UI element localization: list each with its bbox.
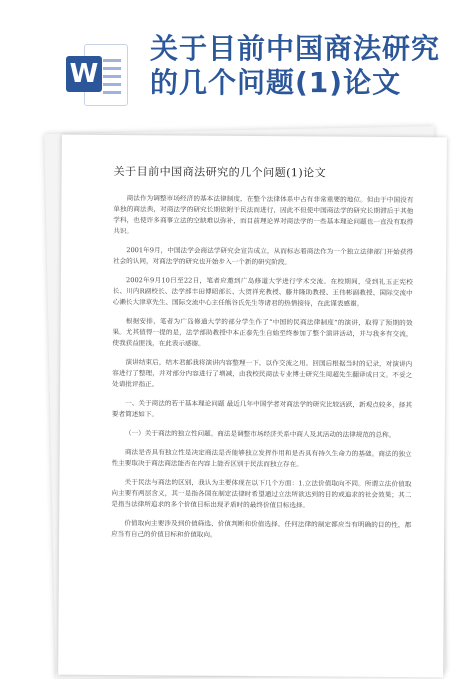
word-logo-badge: W — [66, 56, 102, 92]
document-body — [111, 163, 414, 550]
header-banner — [0, 0, 474, 120]
page-title: 关于目前中国商法研究的几个问题(1)论文 — [150, 32, 441, 99]
paragraph: 一、关于商法的若干基本理论问题 最近几年中国学者对商法学的研究比较活跃，新观点较多，择其要者简述如下。 — [111, 399, 413, 419]
paragraph: 商法作为调整市场经济的基本法律制度，在整个法律体系中占有非常重要的地位。但由于中国没有单独的商法典，对商法学的研究长期依附于民法而进行，因此不但使中国商法学的研究长期滞后于其他学科，也使许多商事立法的空缺难以弥补，而目前理论界对商法学的一些基本理论问题也一直没有取得共识。 — [113, 194, 414, 236]
paragraph: 关于民法与商法的区别，我认为主要体现在以下几个方面：1.立法价值取向不同。所谓立法价值取向主要有两层含义，其一是指各国在制定法律时希望通过立法所欲达到的目的或追求的社会效果；其二是指当法律所追求的多个价值目标出现矛盾时的最终价值目标选择。 — [111, 478, 412, 510]
document-preview — [58, 135, 447, 678]
paragraph: 演讲结束后，结木君邮我将演讲内容整理一下，以作交流之用。回国后根据当时的记录，对演讲内容进行了整理，并对部分内容进行了增减，由我校民商法专业博士研究生周超先生翻译成日文。不妥之处请批评指正。 — [112, 358, 413, 389]
word-document-icon — [66, 44, 128, 106]
paragraph: 商法是否具有独立性是决定商法是否能够独立发挥作用和是否具有持久生命力的基础。商法的独立性主要取决于商法商法能否在内容上能否区别于民法而独立存在。 — [111, 448, 412, 469]
paragraph: （一）关于商法的独立性问题。商法是调整市场经济关系中商人及其活动的法律规范的总称。 — [124, 429, 396, 439]
paragraph: 价值取向主要涉及到价值筛选、价值判断和价值选择。任何法律的制定都应当有明确的目的性，都应当有自己的价值目标和价值取向。 — [111, 519, 412, 539]
document-title: 关于目前中国商法研究的几个问题(1)论文 — [113, 165, 327, 180]
paragraph: 2002年9月10日至22日，笔者应邀到广岛修道大学进行学术交流。在校期间，受到礼玉正宪校长、川内R副校长、法学部丰田博昭部长、大贺祥充教授、藤井隆助教授、王伟彬副教授、国际交流中心濑长大津草先生、国际交流中心主任熊谷氏先生等诸君的热情接待，在此谨表感谢。 — [112, 276, 413, 308]
paragraph: 2001年9月，中国法学会商法学研究会宣告成立，从而标志着商法作为一个独立法律部门开始获得社会的认同，对商法学的研究也开始步入一个新的研究阶段。 — [112, 246, 414, 267]
paragraph: 根据安排，笔者为广岛修道大学的部分学生作了“中国的民商法律制度”的演讲，取得了预期的效果。尤其值得一提的是，法学部助教授中本正泰先生自始至终参加了整个演讲活动，并与我多有交流，使我获益匪浅，在此表示感谢。 — [112, 317, 413, 348]
